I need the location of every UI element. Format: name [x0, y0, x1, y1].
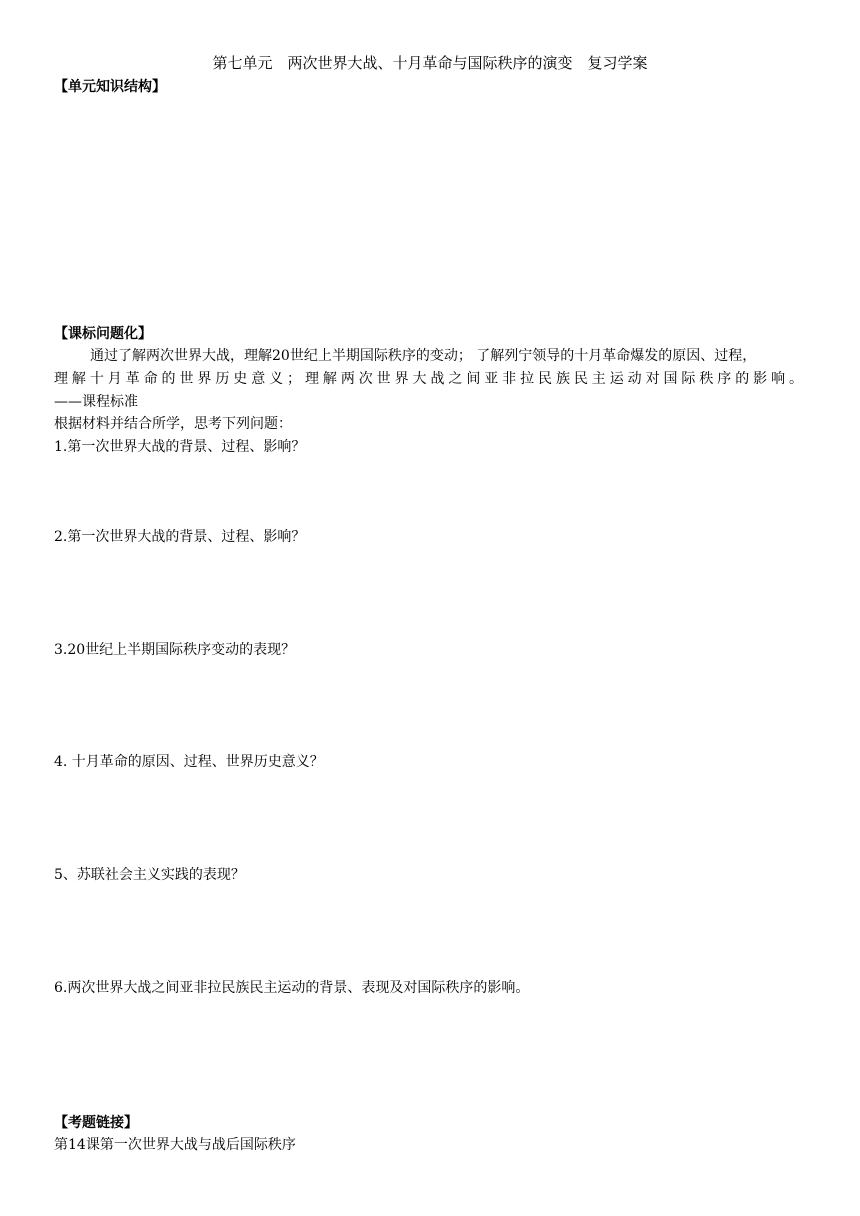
question-1: 1.第一次世界大战的背景、过程、影响？ [54, 439, 306, 455]
section-heading-standards-questions: 【课标问题化】 [54, 326, 152, 342]
section-heading-exam-links: 【考题链接】 [54, 1115, 138, 1131]
curriculum-standard-line-2: 理解十月革命的世界历史意义；理解两次世界大战之间亚非拉民族民主运动对国际秩序的影响。 [54, 371, 806, 387]
section-heading-knowledge-structure: 【单元知识结构】 [54, 79, 166, 95]
question-4: 4. 十月革命的原因、过程、世界历史意义？ [54, 754, 324, 770]
instruction-text: 根据材料并结合所学，思考下列问题： [54, 416, 292, 432]
question-3: 3.20世纪上半期国际秩序变动的表现？ [54, 642, 296, 658]
lesson-title: 第14课第一次世界大战与战后国际秩序 [54, 1137, 296, 1153]
curriculum-standard-line-1: 通过了解两次世界大战，理解20世纪上半期国际秩序的变动； 了解列宁领导的十月革命爆发的原因、过程， [90, 348, 757, 364]
page-title: 第七单元 两次世界大战、十月革命与国际秩序的演变 复习学案 [212, 54, 648, 72]
question-6: 6.两次世界大战之间亚非拉民族民主运动的背景、表现及对国际秩序的影响。 [54, 980, 530, 996]
curriculum-standard-paragraph [54, 345, 806, 414]
curriculum-standard-source: ——课程标准 [54, 394, 138, 410]
question-5: 5、苏联社会主义实践的表现？ [54, 867, 245, 883]
question-2: 2.第一次世界大战的背景、过程、影响？ [54, 529, 306, 545]
